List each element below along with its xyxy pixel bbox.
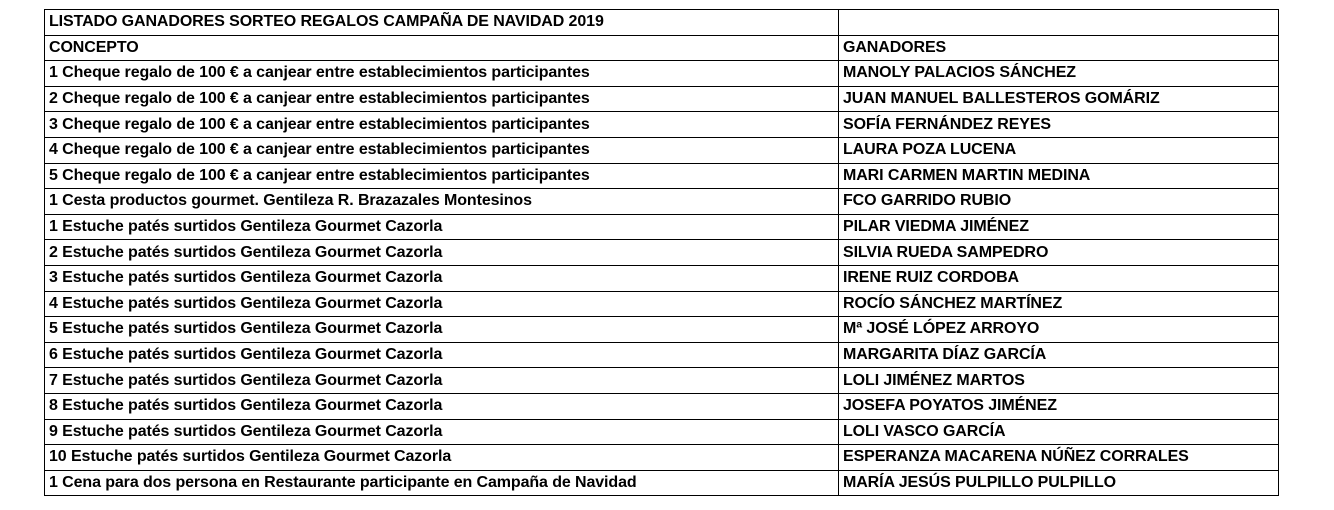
table-row: [45, 393, 1279, 419]
table-row: [45, 342, 1279, 368]
concepto-cell: 4 Estuche patés surtidos Gentileza Gourmet Cazorla: [45, 291, 839, 317]
table-row: [45, 291, 1279, 317]
concepto-cell: 2 Estuche patés surtidos Gentileza Gourmet Cazorla: [45, 240, 839, 266]
ganador-cell: MARI CARMEN MARTIN MEDINA: [839, 163, 1279, 189]
table-row: [45, 240, 1279, 266]
ganador-cell: LAURA POZA LUCENA: [839, 137, 1279, 163]
concepto-cell: 1 Cesta productos gourmet. Gentileza R. Brazazales Montesinos: [45, 189, 839, 215]
table-row: [45, 137, 1279, 163]
winners-table-body: [45, 10, 1279, 496]
table-row: [45, 163, 1279, 189]
header-concepto: CONCEPTO: [45, 35, 839, 61]
ganador-cell: IRENE RUIZ CORDOBA: [839, 265, 1279, 291]
concepto-cell: 8 Estuche patés surtidos Gentileza Gourmet Cazorla: [45, 393, 839, 419]
ganador-cell: JOSEFA POYATOS JIMÉNEZ: [839, 393, 1279, 419]
ganador-cell: MARGARITA DÍAZ GARCÍA: [839, 342, 1279, 368]
ganador-cell: Mª JOSÉ LÓPEZ ARROYO: [839, 317, 1279, 343]
concepto-cell: 6 Estuche patés surtidos Gentileza Gourmet Cazorla: [45, 342, 839, 368]
title-cell: LISTADO GANADORES SORTEO REGALOS CAMPAÑA DE NAVIDAD 2019: [45, 10, 839, 36]
table-row: [45, 61, 1279, 87]
table-row: [45, 445, 1279, 471]
ganador-cell: FCO GARRIDO RUBIO: [839, 189, 1279, 215]
ganador-cell: ESPERANZA MACARENA NÚÑEZ CORRALES: [839, 445, 1279, 471]
title-row: [45, 10, 1279, 36]
header-ganadores: GANADORES: [839, 35, 1279, 61]
table-row: [45, 86, 1279, 112]
table-row: [45, 112, 1279, 138]
concepto-cell: 1 Cena para dos persona en Restaurante participante en Campaña de Navidad: [45, 470, 839, 496]
title-right-cell: [839, 10, 1279, 36]
ganador-cell: MARÍA JESÚS PULPILLO PULPILLO: [839, 470, 1279, 496]
ganador-cell: LOLI JIMÉNEZ MARTOS: [839, 368, 1279, 394]
table-row: [45, 265, 1279, 291]
concepto-cell: 7 Estuche patés surtidos Gentileza Gourmet Cazorla: [45, 368, 839, 394]
concepto-cell: 3 Estuche patés surtidos Gentileza Gourmet Cazorla: [45, 265, 839, 291]
ganador-cell: LOLI VASCO GARCÍA: [839, 419, 1279, 445]
ganador-cell: ROCÍO SÁNCHEZ MARTÍNEZ: [839, 291, 1279, 317]
ganador-cell: MANOLY PALACIOS SÁNCHEZ: [839, 61, 1279, 87]
concepto-cell: 3 Cheque regalo de 100 € a canjear entre establecimientos participantes: [45, 112, 839, 138]
concepto-cell: 5 Estuche patés surtidos Gentileza Gourmet Cazorla: [45, 317, 839, 343]
concepto-cell: 1 Cheque regalo de 100 € a canjear entre establecimientos participantes: [45, 61, 839, 87]
concepto-cell: 10 Estuche patés surtidos Gentileza Gourmet Cazorla: [45, 445, 839, 471]
table-row: [45, 317, 1279, 343]
ganador-cell: SOFÍA FERNÁNDEZ REYES: [839, 112, 1279, 138]
concepto-cell: 1 Estuche patés surtidos Gentileza Gourmet Cazorla: [45, 214, 839, 240]
header-row: [45, 35, 1279, 61]
concepto-cell: 5 Cheque regalo de 100 € a canjear entre establecimientos participantes: [45, 163, 839, 189]
ganador-cell: SILVIA RUEDA SAMPEDRO: [839, 240, 1279, 266]
table-row: [45, 214, 1279, 240]
ganador-cell: JUAN MANUEL BALLESTEROS GOMÁRIZ: [839, 86, 1279, 112]
table-row: [45, 470, 1279, 496]
ganador-cell: PILAR VIEDMA JIMÉNEZ: [839, 214, 1279, 240]
concepto-cell: 2 Cheque regalo de 100 € a canjear entre establecimientos participantes: [45, 86, 839, 112]
table-row: [45, 189, 1279, 215]
concepto-cell: 9 Estuche patés surtidos Gentileza Gourmet Cazorla: [45, 419, 839, 445]
table-row: [45, 419, 1279, 445]
concepto-cell: 4 Cheque regalo de 100 € a canjear entre establecimientos participantes: [45, 137, 839, 163]
winners-table: [44, 9, 1279, 496]
table-row: [45, 368, 1279, 394]
